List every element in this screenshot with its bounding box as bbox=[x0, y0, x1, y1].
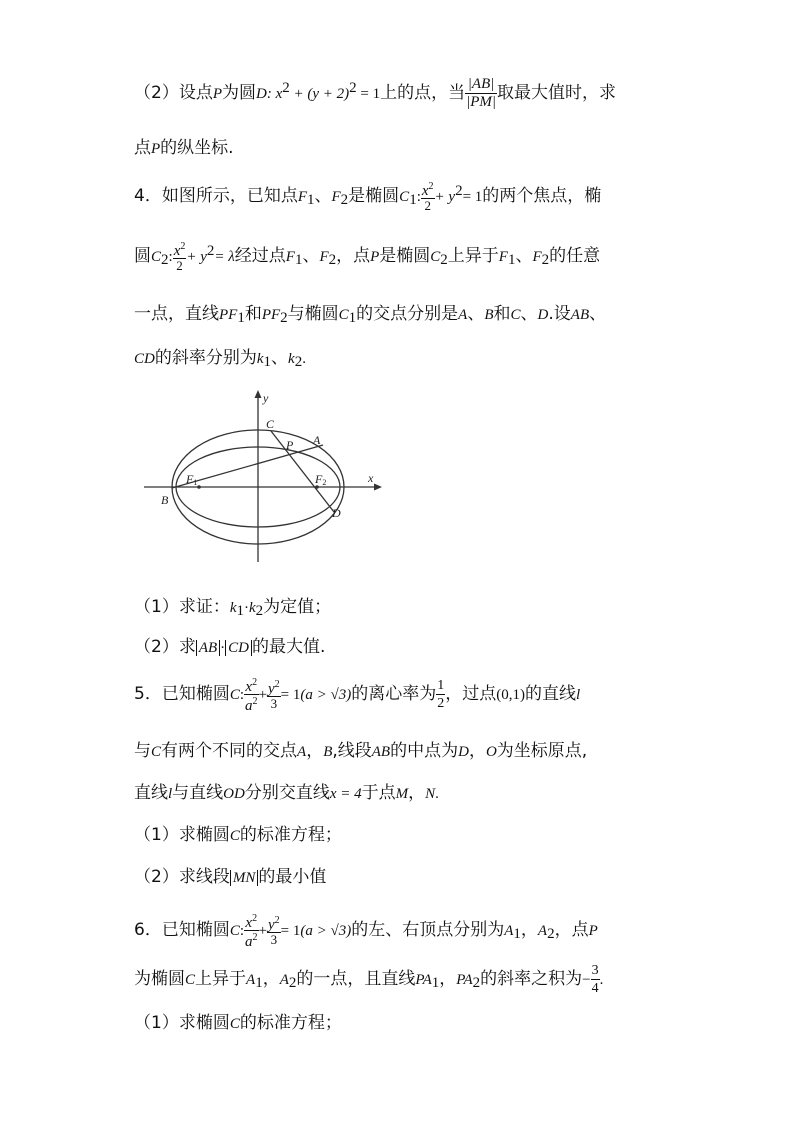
q5-sub1: （1）求椭圆C的标准方程； bbox=[134, 825, 342, 845]
label-c: C bbox=[266, 417, 275, 431]
q6-line1: 6．已知椭圆C: $\frac{x^2}{a^2}$ + $\frac{y^2}{3}$ = 1(a > √3)的左、右顶点分别为$A_1$，$A_2$，点P bbox=[134, 913, 598, 950]
ellipse-figure bbox=[140, 388, 400, 568]
ab-over-pm-fraction: $\frac{|AB|}{|PM|}$ bbox=[466, 76, 497, 110]
label-f2: F2 bbox=[315, 472, 327, 487]
x2-over-2-fraction: $\frac{x^2}{2}$ bbox=[421, 181, 434, 213]
label-a: A bbox=[313, 433, 321, 447]
q4-line2: 圆$C_2$: $\frac{x^2}{2}$ + $y^2= \lambda$经过点$F_1$、$F_2$，点P是椭圆$C_2$上异于$F_1$、$F_2$的任意 bbox=[134, 241, 601, 273]
label-y: y bbox=[263, 391, 269, 405]
label-x: x bbox=[368, 471, 374, 485]
q6-line2: 为椭圆C上异于$A_1$，$A_2$的一点，且直线$PA_1$，$PA_2$的斜率之积为− $\frac{3}{4}$ . bbox=[134, 963, 604, 996]
q4-sub1: （1）求证：$k_1\cdot k_2$为定值； bbox=[134, 597, 332, 619]
x-arrow bbox=[374, 484, 382, 491]
q3-part2-line2: 点P的纵坐标. bbox=[134, 138, 234, 158]
label-p: P bbox=[286, 438, 294, 452]
line-c-to-d bbox=[271, 431, 334, 512]
q6-sub1: （1）求椭圆C的标准方程； bbox=[134, 1013, 342, 1033]
q5-line3: 直线l与直线OD分别交直线x = 4于点M，N. bbox=[134, 783, 439, 803]
q5-line2: 与C有两个不同的交点A，B,线段AB的中点为D，O为坐标原点, bbox=[134, 741, 588, 761]
q5-sub2: （2）求线段 MN 的最小值 bbox=[134, 867, 327, 887]
label-f1: F1 bbox=[186, 472, 198, 487]
half-fraction: $\frac{1}{2}$ bbox=[437, 678, 445, 711]
y-arrow bbox=[255, 390, 262, 398]
q4-line3: 一点，直线$PF_1$和$PF_2$与椭圆$C_1$的交点分别是A、B和C、D.设AB、 bbox=[134, 304, 607, 326]
q4-line4: CD的斜率分别为$k_1$、$k_2$. bbox=[134, 348, 306, 370]
q4-line1: 4．如图所示，已知点$F_1$、$F_2$是椭圆$C_1$: $\frac{x^2}{2}$ + $y^2= 1$的两个焦点，椭 bbox=[134, 181, 602, 213]
q5-line1: 5．已知椭圆C: $\frac{x^2}{a^2}$ + $\frac{y^2}{3}$ = 1(a > √3)的离心率为 $\frac{1}{2}$ ，过点(0,1)的直线l bbox=[134, 677, 581, 714]
point-f1 bbox=[197, 485, 201, 489]
label-d: D bbox=[332, 506, 341, 520]
q3-part2-line1: （2）设点P为圆D: $x^2 + (y + 2)^2 = 1$上的点，当 $\frac{|AB|}{|PM|}$ 取最大值时，求 bbox=[134, 76, 617, 110]
q4-sub2: （2）求 AB · CD 的最大值. bbox=[134, 637, 326, 657]
label-b: B bbox=[161, 493, 169, 507]
